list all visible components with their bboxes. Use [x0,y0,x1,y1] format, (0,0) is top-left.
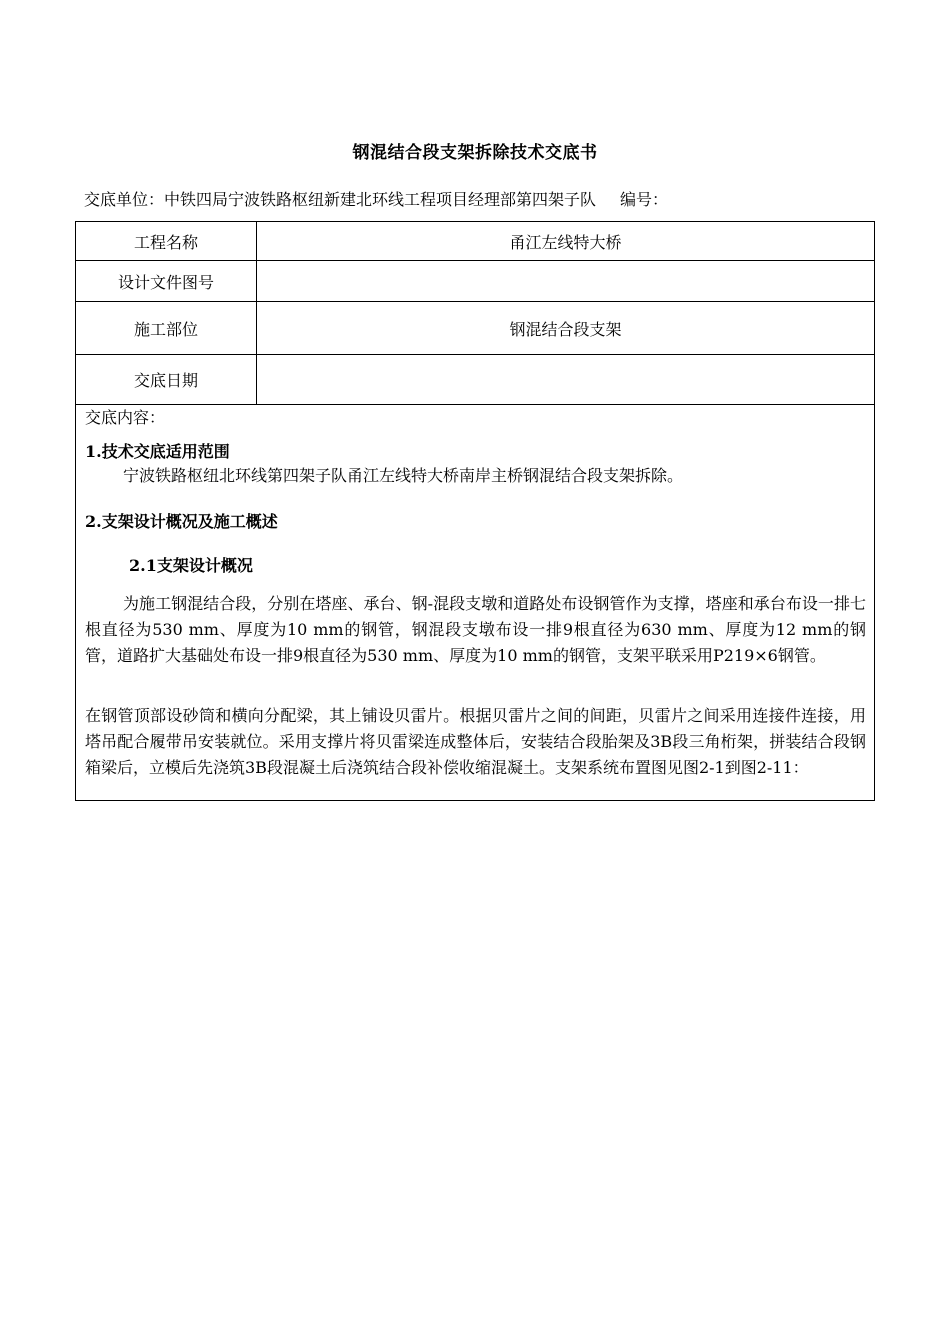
unit-label: 交底单位： [84,190,165,209]
table-row-drawing-number [76,261,875,302]
label-date: 交底日期 [76,355,257,405]
table-row-construction-part [76,302,875,355]
value-drawing-number [257,261,875,302]
unit-value: 中铁四局宁波铁路枢纽新建北环线工程项目经理部第四架子队 [164,190,597,209]
content-heading: 交底内容： [85,408,166,427]
document-title: 钢混结合段支架拆除技术交底书 [352,143,598,163]
section21-title: 2.1支架设计概况 [129,556,253,575]
paragraph-construction-overview: 在钢管顶部设砂筒和横向分配梁，其上铺设贝雷片。根据贝雷片之间的间距，贝雷片之间采用连接件连接，用塔吊配合履带吊安装就位。采用支撑片将贝雷梁连成整体后，安装结合段胎架及3B段三角桁架，拼装结合段钢箱梁后，立模后先浇筑3B段混凝土后浇筑结合段补偿收缩混凝土。支架系统布置图见图2-1到图2-11： [85,706,866,777]
table-row-date [76,355,875,405]
number-label: 编号： [620,190,669,209]
section2-title: 2.支架设计概况及施工概述 [85,512,278,531]
value-project-name: 甬江左线特大桥 [257,222,875,261]
label-construction-part: 施工部位 [76,302,257,355]
value-construction-part: 钢混结合段支架 [257,302,875,355]
section1-text: 宁波铁路枢纽北环线第四架子队甬江左线特大桥南岸主桥钢混结合段支架拆除。 [123,466,684,485]
paragraph-support-design: 为施工钢混结合段，分别在塔座、承台、钢-混段支墩和道路处布设钢管作为支撑，塔座和承台布设一排七根直径为530 mm、厚度为10 mm的钢管，钢混段支墩布设一排9根直径为630 mm、厚度为12 mm的钢管，道路扩大基础处布设一排9根直径为530 mm、厚度为10 mm的钢管，支架平联采用P219×6钢管。 [85,594,866,665]
table-row-project-name [76,222,875,261]
label-project-name: 工程名称 [76,222,257,261]
info-table [75,221,875,405]
unit-line [84,187,668,210]
content-box [75,403,875,801]
label-drawing-number: 设计文件图号 [76,261,257,302]
value-date [257,355,875,405]
section1-title: 1.技术交底适用范围 [85,442,230,461]
